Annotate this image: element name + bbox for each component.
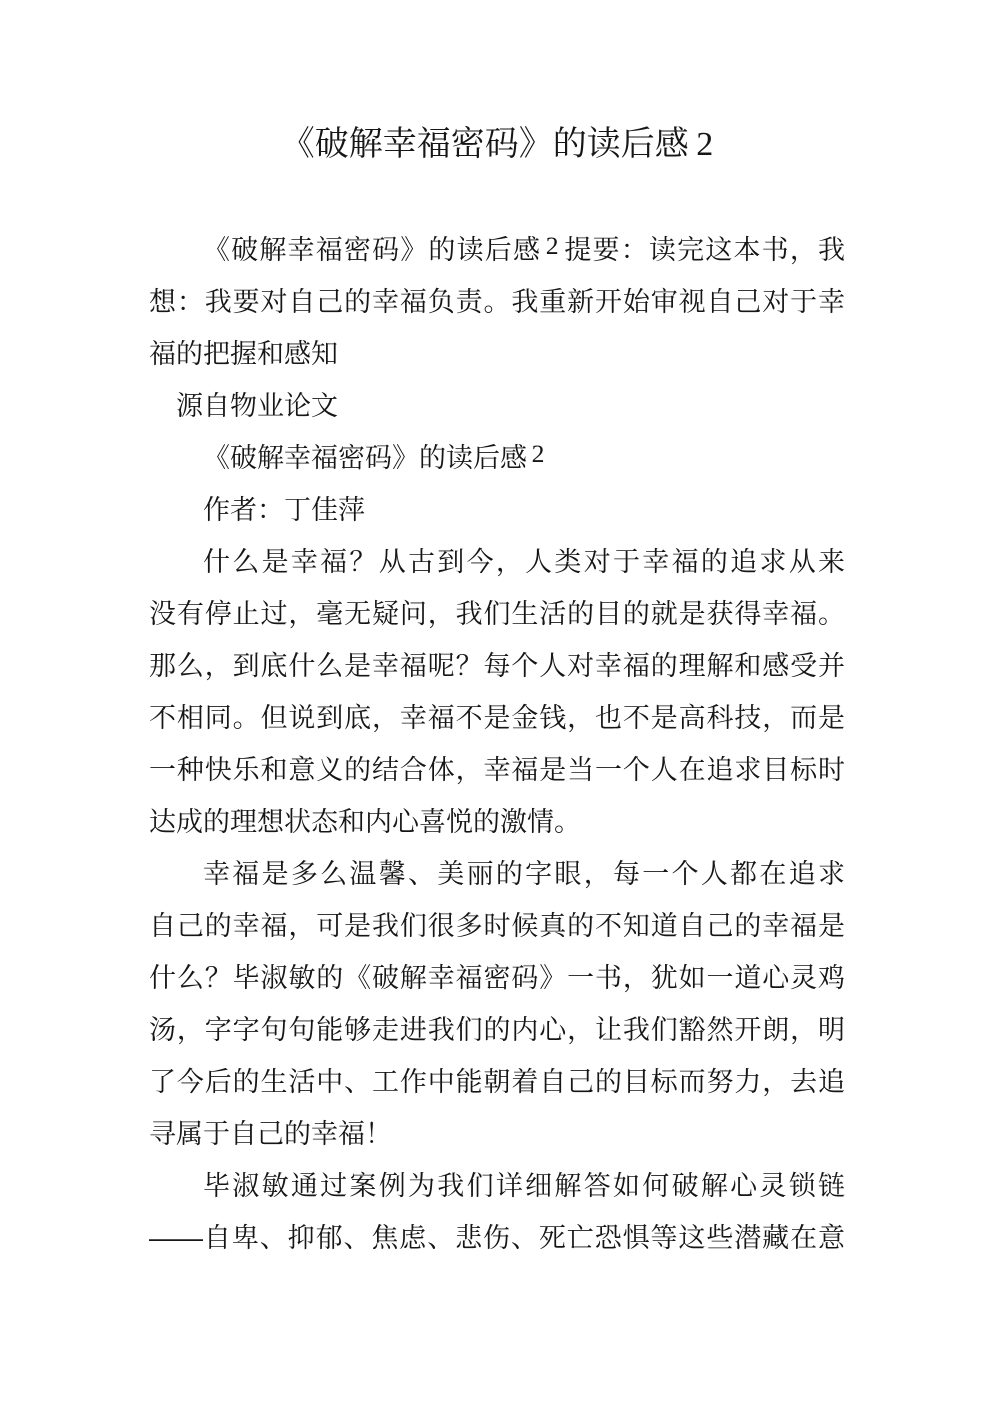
text-line: 毕淑敏通过案例为我们详细解答如何破解心灵锁链 <box>203 1171 845 1201</box>
document-body <box>149 224 845 1264</box>
text-line: 那么，到底什么是幸福呢？每个人对幸福的理解和感受并 <box>149 651 845 681</box>
text-line: 没有停止过，毫无疑问，我们生活的目的就是获得幸福。 <box>149 599 845 629</box>
text-line: 一种快乐和意义的结合体，幸福是当一个人在追求目标时 <box>149 755 845 785</box>
text-line: 什么？毕淑敏的《破解幸福密码》一书，犹如一道心灵鸡 <box>149 963 845 993</box>
text-line: 达成的理想状态和内心喜悦的激情。 <box>149 807 581 837</box>
paragraph-summary <box>149 224 845 380</box>
text-line: 汤，字字句句能够走进我们的内心，让我们豁然开朗，明 <box>149 1015 845 1045</box>
text-segment: 《破解幸福密码》的读后感 <box>203 443 527 473</box>
paragraph-author <box>149 484 845 536</box>
text-line: 自己的幸福，可是我们很多时候真的不知道自己的幸福是 <box>149 911 845 941</box>
text-line: 了今后的生活中、工作中能朝着自己的目标而努力，去追 <box>149 1067 845 1097</box>
text-line: 不相同。但说到底，幸福不是金钱，也不是高科技，而是 <box>149 703 845 733</box>
text-line: 想：我要对自己的幸福负责。我重新开始审视自己对于幸 <box>149 287 845 317</box>
document-title <box>149 119 845 171</box>
text-line: 作者：丁佳萍 <box>203 495 365 525</box>
text-line: 源自物业论文 <box>176 391 338 421</box>
text-line <box>149 224 845 276</box>
document-title-text: 《破解幸福密码》的读后感 <box>280 126 689 163</box>
text-line <box>149 432 845 484</box>
text-line: 福的把握和感知 <box>149 339 338 369</box>
document-title-number: 2 <box>696 126 714 163</box>
paragraph-mind-locks <box>149 1160 845 1264</box>
text-line: ——自卑、抑郁、焦虑、悲伤、死亡恐惧等这些潜藏在意 <box>149 1223 845 1253</box>
paragraph-pursuing-happiness <box>149 848 845 1160</box>
text-line: 幸福是多么温馨、美丽的字眼，每一个人都在追求 <box>203 859 845 889</box>
paragraph-what-is-happiness <box>149 536 845 848</box>
document-page <box>149 0 845 1264</box>
text-line: 寻属于自己的幸福！ <box>149 1119 392 1149</box>
text-segment: 《破解幸福密码》的读后感 <box>203 235 542 265</box>
superscript-number: 2 <box>545 231 559 261</box>
text-segment: 提要：读完这本书，我 <box>563 235 845 265</box>
text-line: 什么是幸福？从古到今，人类对于幸福的追求从来 <box>203 547 845 577</box>
paragraph-source <box>149 380 845 432</box>
superscript-number: 2 <box>531 439 545 469</box>
paragraph-subtitle <box>149 432 845 484</box>
